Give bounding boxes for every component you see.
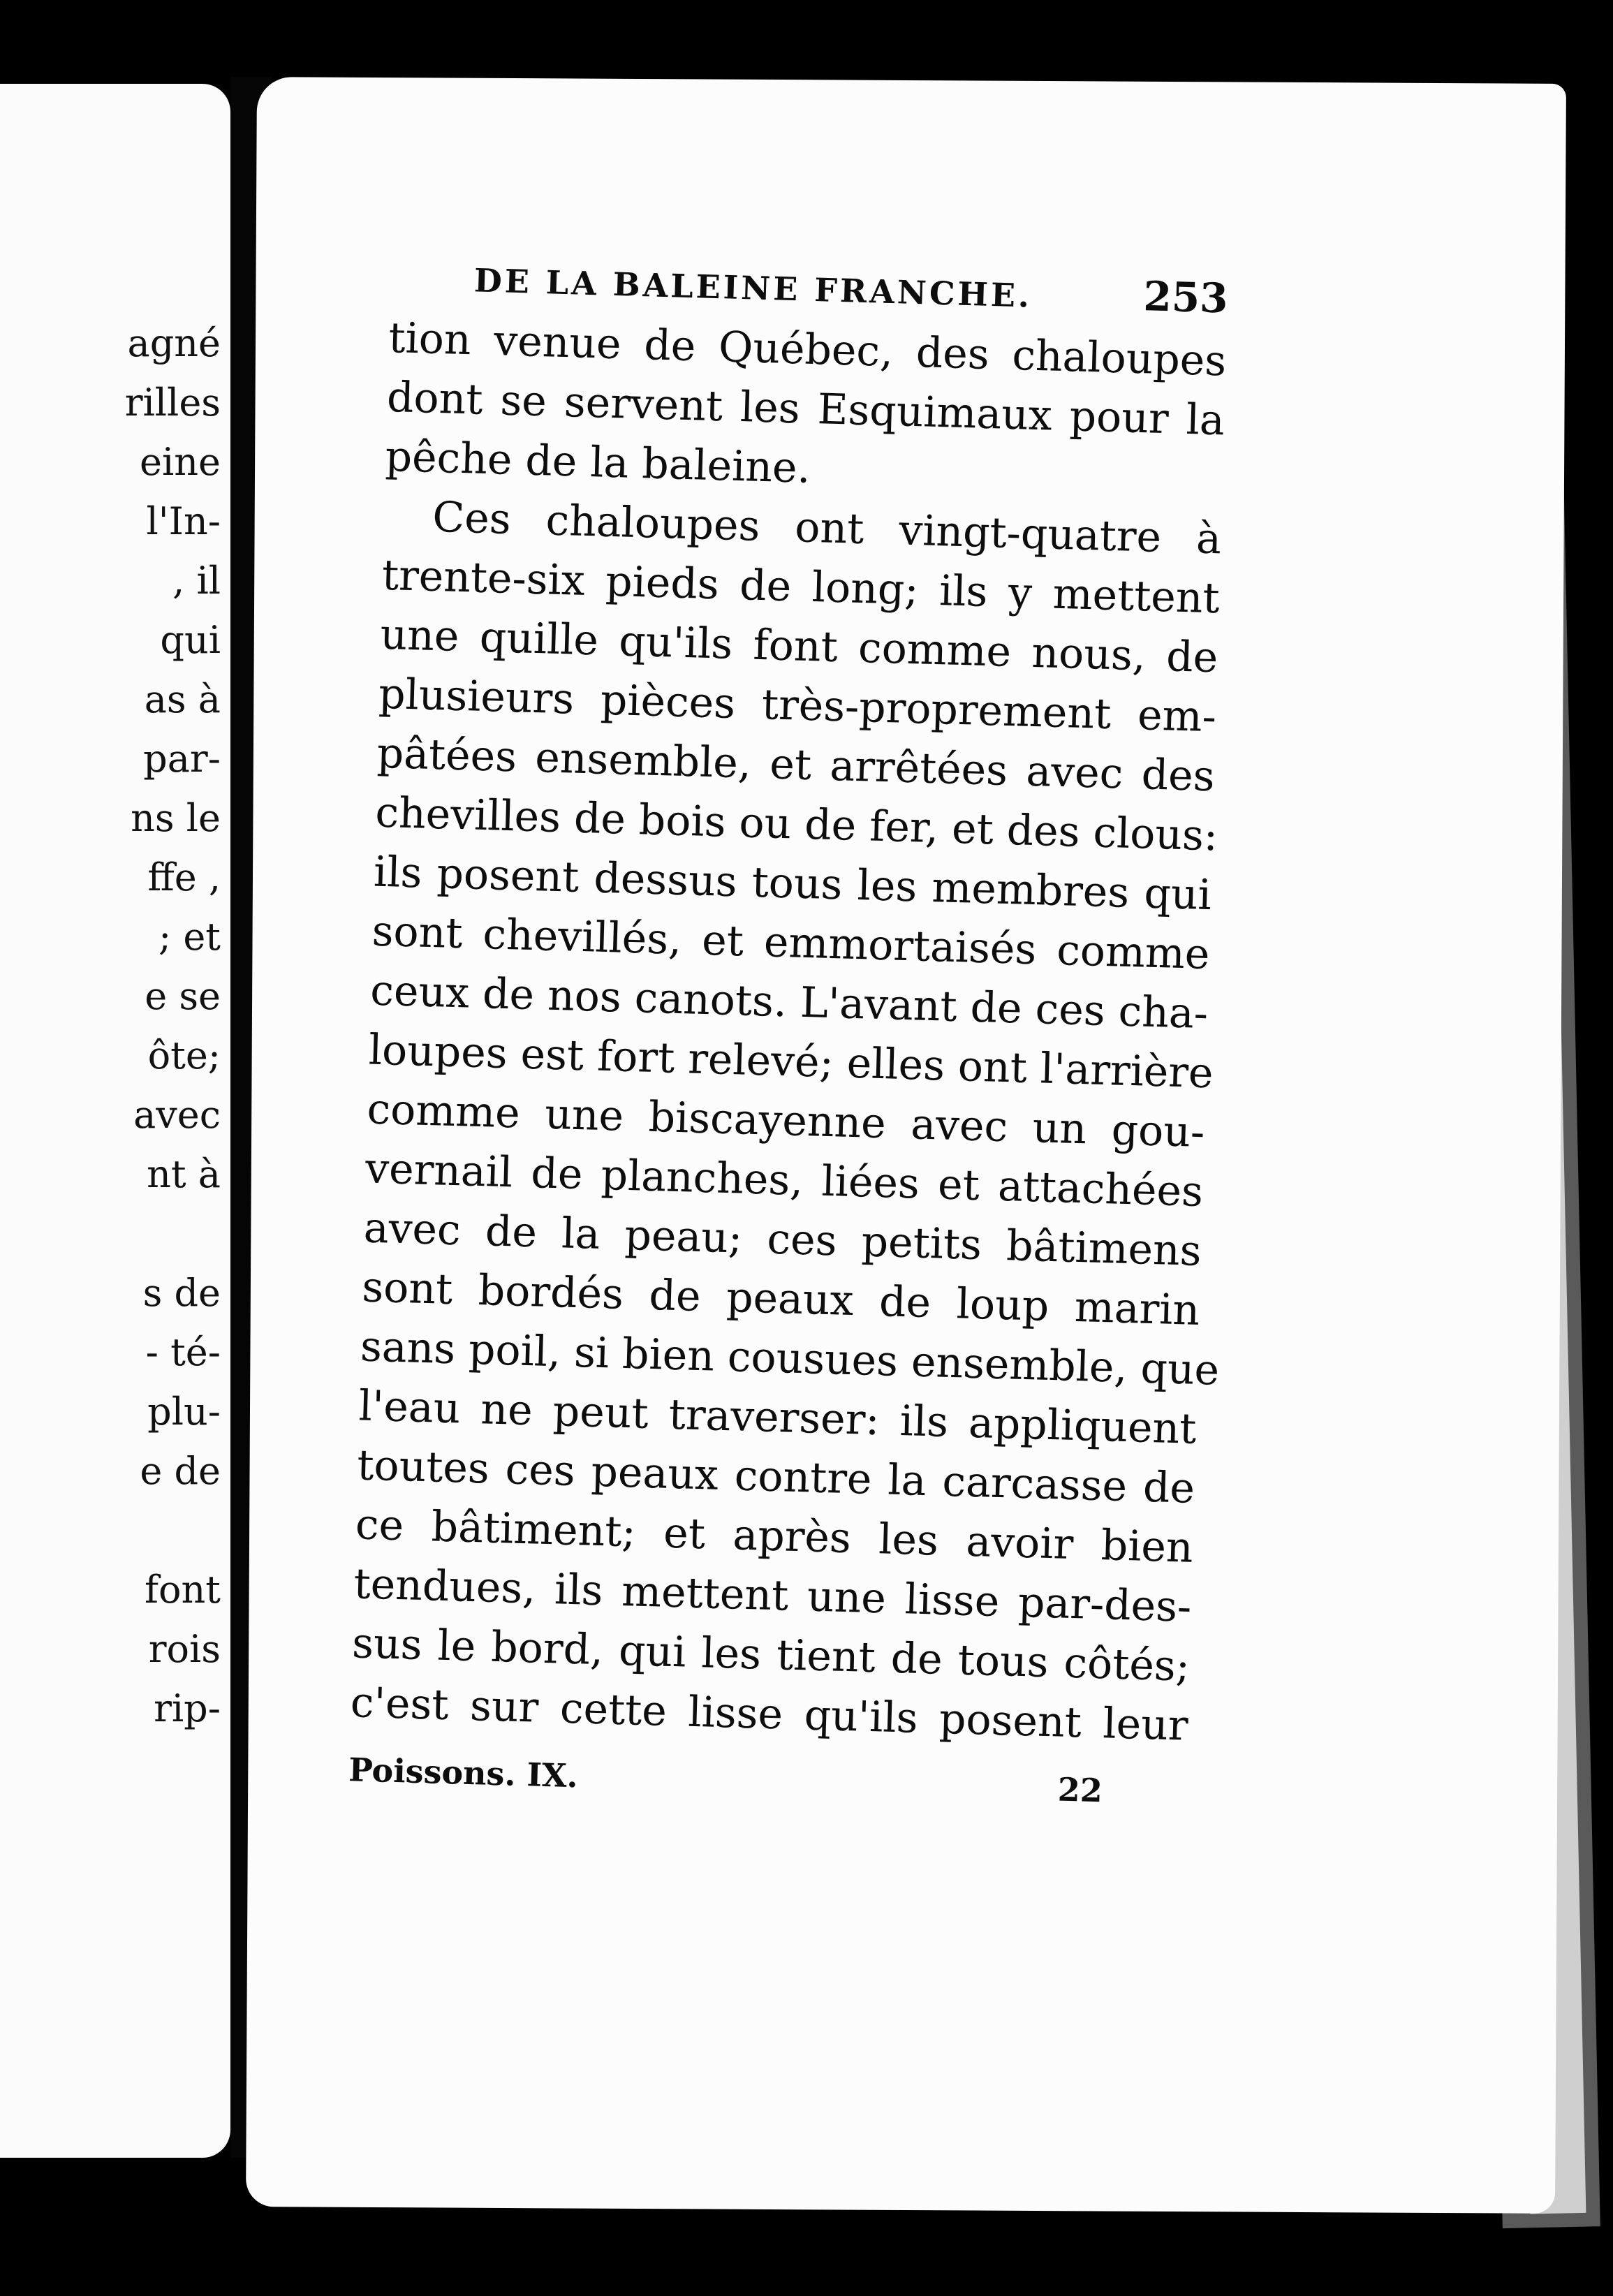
text-line: l'eau ne peut traverser: ils appliquent bbox=[358, 1381, 1198, 1454]
text-line: pâtées ensemble, et arrêtées avec des bbox=[376, 728, 1216, 802]
text-line: ils posent dessus tous les membres qui bbox=[373, 847, 1212, 920]
left-fragment: s de bbox=[142, 1271, 221, 1315]
text-line: sans poil, si bien cousues ensemble, que bbox=[360, 1322, 1221, 1395]
left-fragment: plu- bbox=[147, 1390, 221, 1434]
text-line: comme une biscayenne avec un gou- bbox=[366, 1084, 1206, 1158]
left-fragment: qui bbox=[160, 618, 221, 662]
text-line: chevilles de bois ou de fer, et des clous: bbox=[374, 788, 1219, 861]
left-fragment: rois bbox=[148, 1627, 221, 1671]
signature-mark: Poissons. IX. bbox=[348, 1751, 579, 1795]
left-fragment: font bbox=[145, 1568, 221, 1612]
left-fragment: as à bbox=[144, 677, 221, 721]
left-page bbox=[0, 84, 230, 2158]
page-number: 253 bbox=[1142, 272, 1229, 323]
text-line: dont se servent les Esquimaux pour la bbox=[386, 372, 1225, 446]
left-fragment: avec bbox=[133, 1093, 221, 1137]
text-line: ce bâtiment; et après les avoir bien bbox=[355, 1500, 1194, 1573]
left-fragment: eine bbox=[140, 440, 221, 484]
left-fragment: par- bbox=[143, 737, 221, 781]
text-line: avec de la peau; ces petits bâtimens bbox=[362, 1203, 1202, 1276]
left-fragment: e se bbox=[145, 974, 221, 1018]
text-line: vernail de planches, liées et attachées bbox=[364, 1144, 1204, 1216]
left-fragment: l'In- bbox=[146, 499, 221, 543]
text-line: loupes est fort relevé; elles ont l'arrière bbox=[368, 1025, 1214, 1098]
text-line: pêche de la baleine. bbox=[384, 432, 811, 493]
left-fragment: agné bbox=[127, 321, 221, 365]
left-fragment: , il bbox=[172, 559, 221, 603]
left-fragment: ns le bbox=[131, 796, 221, 840]
running-head-title: DE LA BALEINE FRANCHE. bbox=[473, 261, 1033, 315]
text-line: ceux de nos canots. L'avant de ces cha- bbox=[369, 966, 1209, 1039]
left-fragment: ; et bbox=[158, 915, 221, 959]
left-fragment: rilles bbox=[124, 381, 221, 425]
text-line: tendues, ils mettent une lisse par-des- bbox=[353, 1559, 1193, 1632]
text-line: Ces chaloupes ont vingt-quatre à bbox=[432, 492, 1222, 564]
text-line: une quille qu'ils font comme nous, de bbox=[379, 610, 1219, 683]
text-line: c'est sur cette lisse qu'ils posent leur bbox=[349, 1678, 1189, 1751]
page-content bbox=[348, 251, 1229, 1812]
text-line: sus le bord, qui les tient de tous côtés; bbox=[351, 1619, 1191, 1691]
text-line: trente-six pieds de long; ils y mettent bbox=[381, 550, 1221, 624]
left-fragment: - té- bbox=[145, 1330, 221, 1374]
left-fragment: ffe , bbox=[147, 855, 221, 899]
gathering-number: 22 bbox=[1057, 1770, 1103, 1810]
text-line: toutes ces peaux contre la carcasse de bbox=[356, 1441, 1195, 1513]
text-line: tion venue de Québec, des chaloupes bbox=[388, 313, 1228, 386]
left-fragment: e de bbox=[140, 1449, 221, 1493]
text-line: sont chevillés, et emmortaisés comme bbox=[371, 906, 1211, 980]
left-fragment: ôte; bbox=[147, 1033, 221, 1077]
left-fragment: rip- bbox=[154, 1686, 221, 1730]
text-line: plusieurs pièces très-proprement em- bbox=[378, 669, 1217, 742]
text-line: sont bordés de peaux de loup marin bbox=[361, 1263, 1201, 1335]
left-fragment: nt à bbox=[147, 1152, 221, 1196]
